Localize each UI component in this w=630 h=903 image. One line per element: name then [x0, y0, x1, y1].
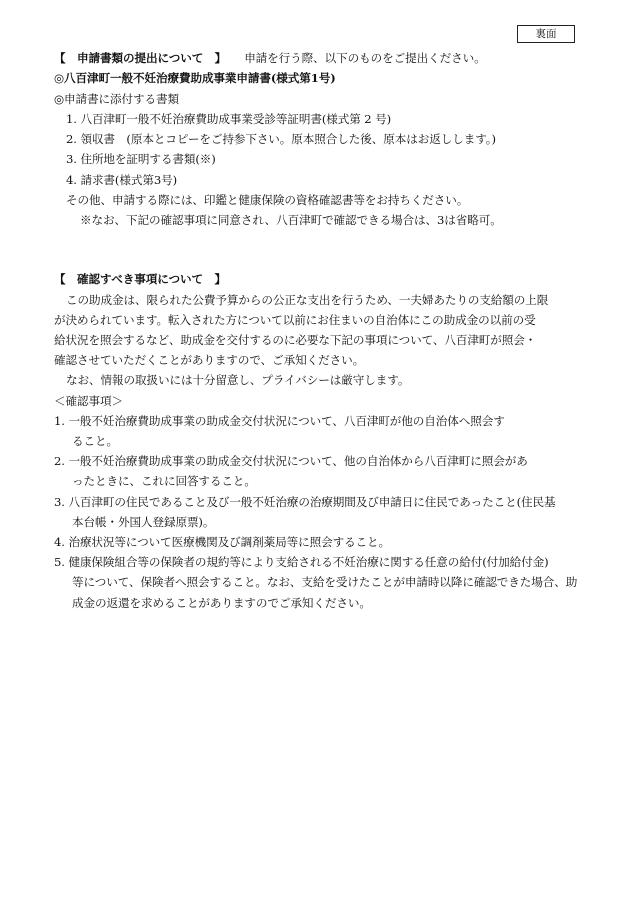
- other-items-note: その他、申請する際には、印鑑と健康保険の資格確認書等をお持ちください。: [66, 193, 469, 207]
- confirmation-section-title: 【 確認すべき事項について 】: [54, 272, 226, 286]
- confirmation-item-5-line-2: 等について、保険者へ照会すること。なお、支給を受けたことが申請時以降に確認できた場合、助: [72, 575, 578, 589]
- attachment-item-4: 4. 請求書(様式第3号): [66, 173, 178, 187]
- attachment-item-3: 3. 住所地を証明する書類(※): [66, 152, 216, 166]
- confirmation-items-heading: ＜確認事項＞: [54, 394, 123, 408]
- privacy-note: なお、情報の取扱いには十分留意し、プライバシーは厳守します。: [66, 373, 410, 387]
- omission-note: ※なお、下記の確認事項に同意され、八百津町で確認できる場合は、3は省略可。: [80, 213, 502, 227]
- confirmation-item-1-line-2: ること。: [72, 434, 118, 448]
- confirmation-item-5-line-3: 成金の返還を求めることがありますのでご承知ください。: [72, 596, 371, 610]
- confirmation-item-2-line-2: ったときに、これに回答すること。: [72, 474, 256, 488]
- submission-header: [54, 50, 486, 66]
- confirmation-paragraph-line-3: 給状況を照会するなど、助成金を交付するのに必要な下記の事項について、八百津町が照会・: [54, 333, 537, 347]
- confirmation-item-3-line-2: 本台帳・外国人登録原票)。: [72, 515, 215, 529]
- confirmation-item-4-line-1: 4. 治療状況等について医療機関及び調剤薬局等に照会すること。: [54, 535, 391, 549]
- attachment-item-2: 2. 領収書 (原本とコピーをご持参下さい。原本照合した後、原本はお返しします。): [66, 132, 496, 146]
- confirmation-paragraph-line-1: この助成金は、限られた公費予算からの公正な支出を行うため、一夫婦あたりの支給額の上限: [66, 293, 549, 307]
- application-form-title: ◎八百津町一般不妊治療費助成事業申請書(様式第1号): [54, 71, 336, 85]
- confirmation-item-1-line-1: 1. 一般不妊治療費助成事業の助成金交付状況について、八百津町が他の自治体へ照会す: [54, 414, 505, 428]
- back-side-label: 裏面: [517, 25, 575, 43]
- confirmation-item-5-line-1: 5. 健康保険組合等の保険者の規約等により支給される不妊治療に関する任意の給付(付加給付金): [54, 555, 549, 569]
- confirmation-item-2-line-1: 2. 一般不妊治療費助成事業の助成金交付状況について、他の自治体から八百津町に照会があ: [54, 454, 528, 468]
- confirmation-paragraph-line-4: 確認させていただくことがありますので、ご承知ください。: [54, 353, 365, 367]
- attachments-heading: ◎申請書に添付する書類: [54, 92, 179, 106]
- confirmation-item-3-line-1: 3. 八百津町の住民であること及び一般不妊治療の治療期間及び申請日に住民であったこと(住民基: [54, 495, 556, 509]
- attachment-item-1: 1. 八百津町一般不妊治療費助成事業受診等証明書(様式第 2 号): [66, 112, 392, 126]
- confirmation-paragraph-line-2: が決められています。転入された方について以前にお住まいの自治体にこの助成金の以前の受: [54, 313, 536, 327]
- submission-intro: 申請を行う際、以下のものをご提出ください。: [244, 51, 486, 65]
- submission-section-title: 【 申請書類の提出について 】: [54, 51, 227, 65]
